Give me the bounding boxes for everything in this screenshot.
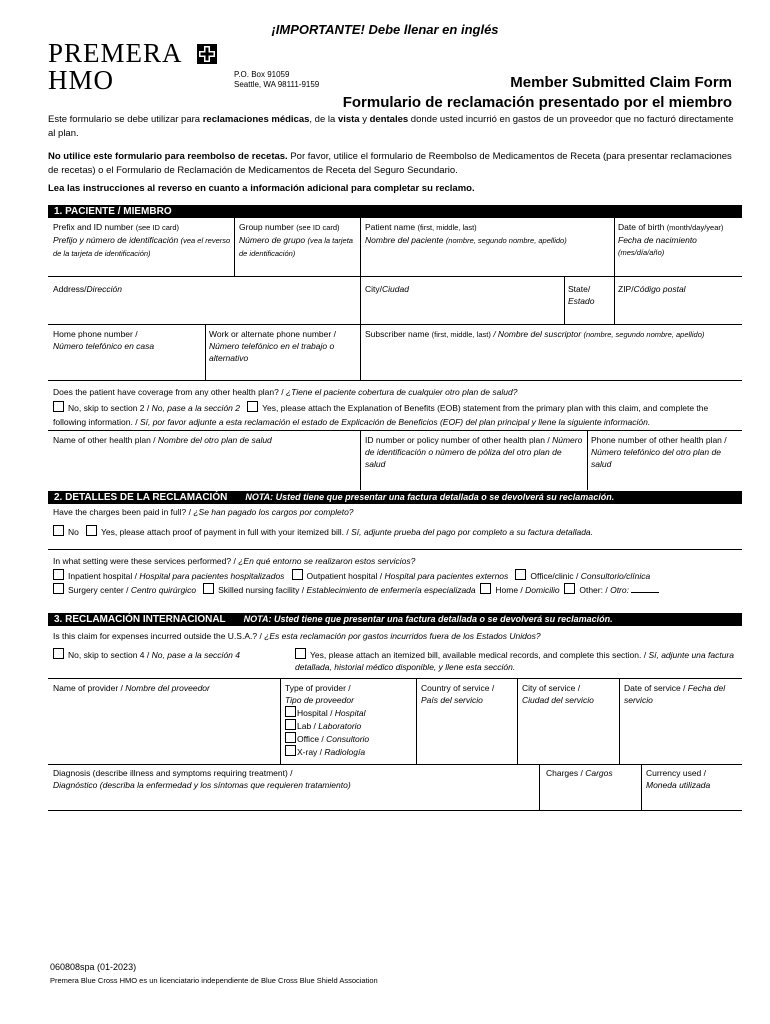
section1-header <box>48 205 742 218</box>
label: State/ <box>568 284 591 294</box>
label: Office/clinic / <box>530 571 581 581</box>
label: No <box>68 527 79 537</box>
intro-bold: dentales <box>369 114 409 125</box>
label: Sí, adjunte prueba del pago por completo a su factura detallada. <box>351 527 594 537</box>
label: Home phone number / <box>53 329 138 339</box>
label: Hospital <box>334 708 366 718</box>
intro-bold: reclamaciones médicas <box>202 114 310 125</box>
label: (first, middle, last) <box>417 223 477 232</box>
label: Skilled nursing facility / <box>218 585 307 595</box>
dob-field[interactable] <box>618 221 742 259</box>
label: Número telefónico en el trabajo o alternativo <box>209 341 335 363</box>
label: Is this claim for expenses incurred outside the U.S.A.? / <box>53 631 265 641</box>
label: (see ID card) <box>135 223 180 232</box>
label: Prefijo y número de identificación <box>53 235 179 245</box>
office-clinic-checkbox[interactable] <box>515 569 526 580</box>
label: Moneda utilizada <box>646 780 711 790</box>
intro-text: Por favor, utilice el formulario de Reembolso de Medicamentos de Receta (para presentar reclamaciones de recetas) o el Formulario de Reclamación de Medicamentos de Receta del Seguro Secundario. <box>48 151 732 176</box>
label: Sí, por favor adjunte a esta reclamación el estado de Explicación de Beneficios (EOF) del plan principal y llene la siguiente información. <box>139 417 651 427</box>
label: ID number or policy number of other health plan / <box>365 435 553 445</box>
address-line1: P.O. Box 91059 <box>234 70 290 79</box>
label: City of service / <box>522 683 581 693</box>
premera-logo <box>48 40 183 94</box>
intro-paragraph-3: Lea las instrucciones al reverso en cuanto a información adicional para completar su reclamo. <box>48 183 475 194</box>
label: Domicilio <box>525 585 560 595</box>
label: Ciudad del servicio <box>522 695 594 705</box>
label: Hospital para pacientes externos <box>384 571 509 581</box>
zip-field[interactable] <box>618 283 686 295</box>
label: (see ID card) <box>296 223 340 232</box>
label: Subscriber name <box>365 329 430 339</box>
label: (nombre, segundo nombre, apellido) <box>583 330 705 339</box>
label: Fecha del servicio <box>624 683 726 705</box>
paid-question <box>53 506 743 518</box>
coverage-yes-checkbox[interactable] <box>247 401 258 412</box>
home-phone-field[interactable] <box>53 328 203 352</box>
intro-paragraph-2 <box>48 150 738 178</box>
other-plan-id-field[interactable] <box>365 434 583 470</box>
label: ZIP/ <box>618 284 634 294</box>
label: Patient name <box>365 222 416 232</box>
provider-name-field[interactable] <box>53 682 278 694</box>
label: Lab / <box>297 721 319 731</box>
inpatient-checkbox[interactable] <box>53 569 64 580</box>
section3-title: 3. RECLAMACIÓN INTERNACIONAL <box>54 614 226 625</box>
label: Address/ <box>53 284 87 294</box>
paid-yes-checkbox[interactable] <box>86 525 97 536</box>
label: No, pase a la sección 4 <box>151 650 240 660</box>
label: Sí, adjunte una factura detallada, historial médico disponible, y llene esta sección. <box>295 650 734 672</box>
intl-no-checkbox[interactable] <box>53 648 64 659</box>
intl-question <box>53 630 743 642</box>
label: Hospital / <box>297 708 335 718</box>
label: In what setting were these services performed? / <box>53 556 239 566</box>
intro-bold: vista <box>337 114 360 125</box>
label: ¿Es esta reclamación por gastos incurridos fuera de los Estados Unidos? <box>264 631 541 641</box>
provider-type-group <box>285 682 415 758</box>
lab-checkbox[interactable] <box>285 719 296 730</box>
intro-text: donde usted incurrió en gastos de un proveedor que no facturó directamente al plan. <box>48 114 734 139</box>
label: Número de identificación o número de póliza del otro plan de salud <box>365 435 583 469</box>
paid-options <box>53 525 743 538</box>
intro-text: Este formulario se debe utilizar para <box>48 114 203 125</box>
label: Número telefónico del otro plan de salud <box>591 447 721 469</box>
other-setting-line[interactable] <box>631 592 659 593</box>
label: Date of birth <box>618 222 665 232</box>
surgery-center-checkbox[interactable] <box>53 583 64 594</box>
section3-note: NOTA: Usted tiene que presentar una factura detallada o se devolverá su reclamación. <box>243 614 613 624</box>
label: Número telefónico en casa <box>53 341 155 351</box>
intro-text: , de la <box>309 114 338 125</box>
label: País del servicio <box>421 695 483 705</box>
label: Outpatient hospital / <box>306 571 385 581</box>
label: Country of service / <box>421 683 495 693</box>
charges-field[interactable] <box>546 767 640 779</box>
other-plan-phone-field[interactable] <box>591 434 741 470</box>
label: Estado <box>568 296 595 306</box>
form-code: 060808spa (01-2023) <box>50 962 137 972</box>
label: Prefix and ID number <box>53 222 134 232</box>
label: Cargos <box>585 768 613 778</box>
label: Otro: <box>610 585 629 595</box>
label: / Nombre del suscriptor <box>493 329 582 339</box>
label: X-ray / <box>297 747 325 757</box>
important-banner: ¡IMPORTANTE! Debe llenar en inglés <box>271 22 499 37</box>
logo-line2: HMO <box>48 65 115 95</box>
label: Dirección <box>86 284 122 294</box>
blue-cross-shield-icon <box>196 43 218 65</box>
group-number-field[interactable] <box>239 221 357 260</box>
label: ¿Tiene el paciente cobertura de cualquier otro plan de salud? <box>285 387 518 397</box>
setting-options-row2 <box>53 583 743 596</box>
subscriber-name-field[interactable] <box>365 328 743 341</box>
outpatient-checkbox[interactable] <box>292 569 303 580</box>
label: Name of provider / <box>53 683 126 693</box>
intl-yes-option <box>295 648 741 673</box>
label: Nombre del otro plan de salud <box>157 435 272 445</box>
label: Yes, please attach proof of payment in full with your itemized bill. / <box>100 527 352 537</box>
label: Radiología <box>324 747 366 757</box>
section2-header <box>48 491 742 504</box>
country-of-service-field[interactable] <box>421 682 515 706</box>
intro-bold: No utilice este formulario para reembolso de recetas. <box>48 151 288 162</box>
form-title-en: Member Submitted Claim Form <box>510 74 732 91</box>
intl-no-option <box>53 648 303 661</box>
address-field[interactable] <box>53 283 122 295</box>
label: Laboratorio <box>318 721 362 731</box>
label: Tipo de proveedor <box>285 695 354 705</box>
state-field[interactable] <box>568 283 594 307</box>
office-checkbox[interactable] <box>285 732 296 743</box>
label: Charges / <box>546 768 586 778</box>
label: Código postal <box>633 284 686 294</box>
label: Phone number of other health plan / <box>591 435 727 445</box>
coverage-options <box>53 401 743 429</box>
label: Yes, please attach an itemized bill, available medical records, and complete this section. / <box>310 650 649 660</box>
label: ¿En qué entorno se realizaron estos servicios? <box>238 556 416 566</box>
label: (nombre, segundo nombre, apellido) <box>445 236 567 245</box>
section1-title: 1. PACIENTE / MIEMBRO <box>54 206 172 217</box>
label: Work or alternate phone number / <box>209 329 336 339</box>
label: Group number <box>239 222 294 232</box>
license-statement: Premera Blue Cross HMO es un licenciatario independiente de Blue Cross Blue Shield Association <box>50 976 378 985</box>
section2-title: 2. DETALLES DE LA RECLAMACIÓN <box>54 492 228 503</box>
label: Surgery center / <box>68 585 131 595</box>
label: Home / <box>495 585 526 595</box>
label: Número de grupo <box>239 235 306 245</box>
label: Centro quirúrgico <box>130 585 197 595</box>
label: (month/day/year) <box>666 223 724 232</box>
label: (first, middle, last) <box>431 330 491 339</box>
label: No, pase a la sección 2 <box>151 403 240 413</box>
label: Date of service / <box>624 683 688 693</box>
label: No, skip to section 4 / <box>68 650 152 660</box>
mailing-address <box>234 70 319 90</box>
coverage-no-checkbox[interactable] <box>53 401 64 412</box>
setting-question <box>53 555 743 567</box>
hospital-checkbox[interactable] <box>285 706 296 717</box>
paid-no-checkbox[interactable] <box>53 525 64 536</box>
label: City/ <box>365 284 382 294</box>
intro-text: y <box>359 114 370 125</box>
intro-paragraph-1 <box>48 113 738 141</box>
address-line2: Seattle, WA 98111-9159 <box>234 80 320 89</box>
label: (vea la tarjeta de identificación) <box>239 236 353 258</box>
city-field[interactable] <box>365 283 409 295</box>
xray-checkbox[interactable] <box>285 745 296 756</box>
prefix-id-field[interactable] <box>53 221 231 260</box>
label: Have the charges been paid in full? / <box>53 507 194 517</box>
label: Currency used / <box>646 768 706 778</box>
label: Nombre del proveedor <box>125 683 210 693</box>
section2-note: NOTA: Usted tiene que presentar una factura detallada o se devolverá su reclamación. <box>245 492 615 502</box>
label: Yes, please attach the Explanation of Benefits (EOB) statement from the primary plan with this claim, and complete the following information. / <box>53 403 709 427</box>
section3-header <box>48 613 742 626</box>
label: Establecimiento de enfermería especializada <box>306 585 476 595</box>
work-phone-field[interactable] <box>209 328 357 364</box>
label: Name of other health plan / <box>53 435 158 445</box>
diagnosis-field[interactable] <box>53 767 535 791</box>
home-checkbox[interactable] <box>480 583 491 594</box>
form-title-es: Formulario de reclamación presentado por el miembro <box>342 94 732 111</box>
logo-line1: PREMERA <box>48 38 183 68</box>
label: ¿Se han pagado los cargos por completo? <box>193 507 354 517</box>
currency-field[interactable] <box>646 767 742 791</box>
other-plan-name-field[interactable] <box>53 434 353 446</box>
other-checkbox[interactable] <box>564 583 575 594</box>
date-of-service-field[interactable] <box>624 682 742 706</box>
label: (mes/día/año) <box>618 248 665 257</box>
label: Consultorio/clínica <box>580 571 651 581</box>
patient-name-field[interactable] <box>365 221 610 247</box>
intl-yes-checkbox[interactable] <box>295 648 306 659</box>
label: Nombre del paciente <box>365 235 444 245</box>
label: Type of provider / <box>285 683 351 693</box>
label: Fecha de nacimiento <box>618 235 697 245</box>
label: Ciudad <box>382 284 409 294</box>
label: Diagnóstico (describa la enfermedad y los síntomas que requieren tratamiento) <box>53 780 351 790</box>
label: Diagnosis (describe illness and symptoms requiring treatment) / <box>53 768 293 778</box>
setting-options-row1 <box>53 569 743 582</box>
label: (vea el reverso de la tarjeta de identificación) <box>53 236 231 258</box>
coverage-question <box>53 386 743 398</box>
label: Hospital para pacientes hospitalizados <box>139 571 285 581</box>
label: Other: / <box>579 585 611 595</box>
label: Office / <box>297 734 327 744</box>
label: Consultorio <box>326 734 370 744</box>
city-of-service-field[interactable] <box>522 682 617 706</box>
label: Inpatient hospital / <box>68 571 140 581</box>
skilled-nursing-checkbox[interactable] <box>203 583 214 594</box>
label: Does the patient have coverage from any other health plan? / <box>53 387 286 397</box>
label: No, skip to section 2 / <box>68 403 152 413</box>
